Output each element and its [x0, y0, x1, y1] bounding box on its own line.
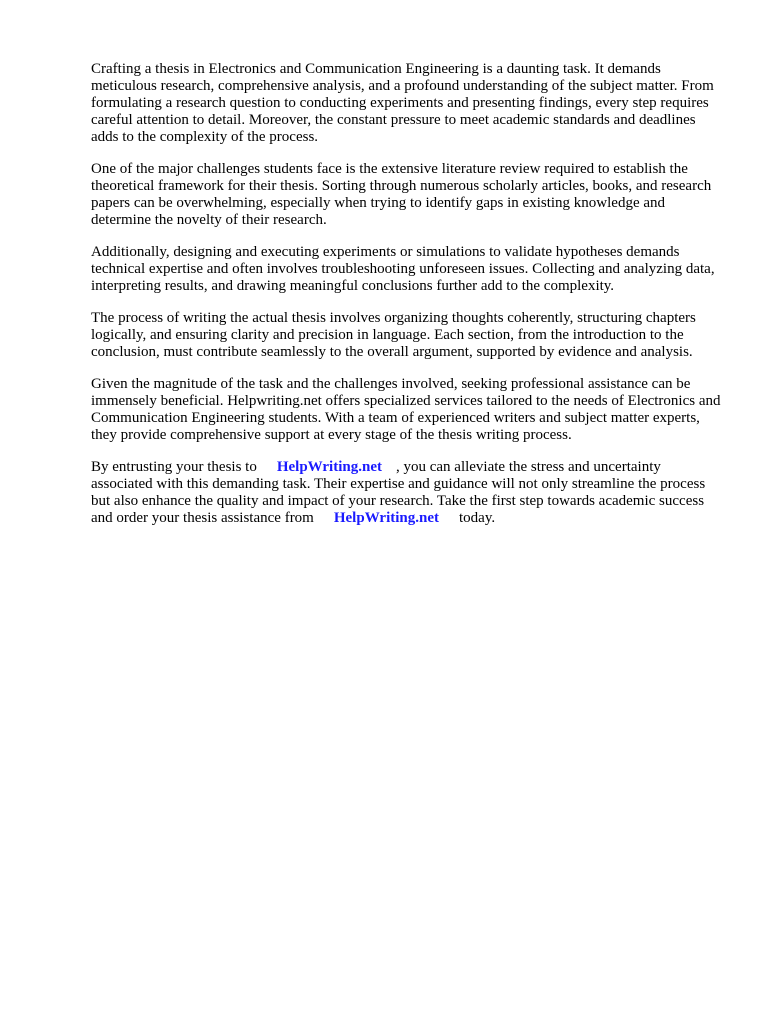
paragraph-assistance: Given the magnitude of the task and the challenges involved, seeking professional assistance can be immensely beneficial. Helpwriting.net offers specialized services tailored to the needs of Electronics and Communication Engineering students. With a team of experienced writers and subject matter experts, they provide comprehensive support at every stage of the thesis writing process. — [91, 376, 721, 443]
paragraph-intro: Crafting a thesis in Electronics and Communication Engineering is a daunting task. It demands meticulous research, comprehensive analysis, and a profound understanding of the subject matter. From formulating a research question to conducting experiments and presenting findings, every step requires careful attention to detail. Moreover, the constant pressure to meet academic standards and deadlines adds to the complexity of the process. — [91, 61, 714, 145]
conclusion-text-1: By entrusting your thesis to — [91, 459, 257, 475]
paragraph-writing-process: The process of writing the actual thesis involves organizing thoughts coherently, structuring chapters logically, and ensuring clarity and precision in language. Each section, from the introduction to the conclusion, must contribute seamlessly to the overall argument, supported by evidence and analysis. — [91, 310, 696, 360]
paragraph-conclusion — [91, 459, 721, 527]
helpwriting-link-2[interactable]: HelpWriting.net — [333, 510, 439, 526]
paragraph-literature-review: One of the major challenges students face is the extensive literature review required to establish the theoretical framework for their thesis. Sorting through numerous scholarly articles, books, and research papers can be overwhelming, especially when trying to identify gaps in existing knowledge and determine the novelty of their research. — [91, 161, 712, 228]
paragraph-experiments: Additionally, designing and executing experiments or simulations to validate hypotheses demands technical expertise and often involves troubleshooting unforeseen issues. Collecting and analyzing data, interpreting results, and drawing meaningful conclusions further add to the complexity. — [91, 244, 715, 294]
document-page — [91, 61, 721, 542]
helpwriting-link-1[interactable]: HelpWriting.net — [276, 459, 382, 475]
conclusion-text-2: , you can alleviate the stress and uncertainty associated with this demanding task. Their expertise and guidance will not only streamline the process but also enhance the quality and impact of your research. Take the first step towards academic success and order your thesis assistance from — [91, 459, 706, 526]
conclusion-text-3: today. — [459, 510, 496, 526]
